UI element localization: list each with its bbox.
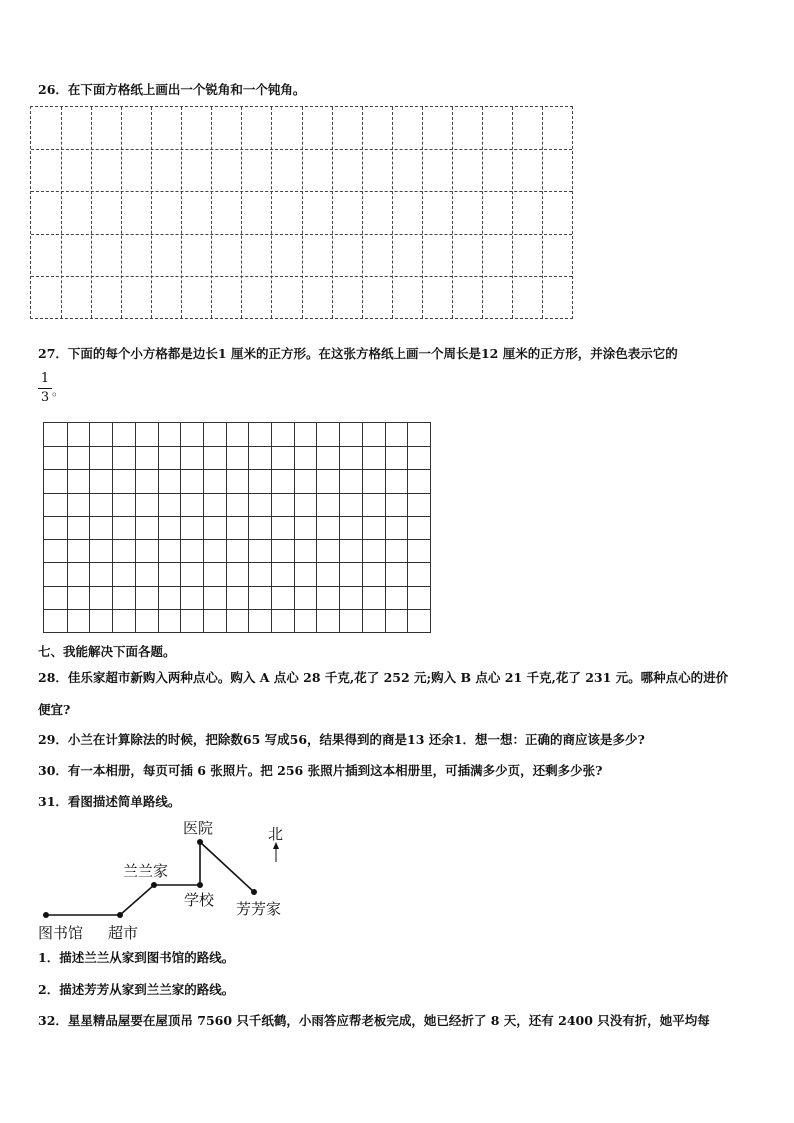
fraction-denominator: 3 (40, 390, 50, 405)
q27-grid-hline (44, 493, 430, 494)
fraction-bar (38, 388, 52, 389)
q26-grid-vline (482, 107, 483, 318)
q27-grid-vline (67, 423, 68, 632)
q26-grid-vline (121, 107, 122, 318)
q29-text: 29．小兰在计算除法的时候，把除数65 写成56，结果得到的商是13 还余1．想一想：正确的商应该是多少? (38, 732, 645, 747)
q26-grid-vline (362, 107, 363, 318)
lanlan-home-point (151, 882, 157, 888)
q26-grid-vline (422, 107, 423, 318)
q27-grid-vline (362, 423, 363, 632)
q26-grid-vline (61, 107, 62, 318)
q26-grid-vline (241, 107, 242, 318)
q27-fraction (38, 372, 52, 405)
q27-grid-vline (316, 423, 317, 632)
q26-grid-hline (31, 234, 572, 235)
q27-grid-hline (44, 469, 430, 470)
q27-grid-vline (89, 423, 90, 632)
q30-text: 30．有一本相册，每页可插 6 张照片。把 256 张照片插到这本相册里，可插满多少页，还剩多少张? (38, 763, 603, 778)
q27-grid-vline (294, 423, 295, 632)
q27-grid-vline (135, 423, 136, 632)
q26-grid-hline (31, 149, 572, 150)
label-hospital: 医院 (183, 819, 214, 837)
q27-grid-hline (44, 539, 430, 540)
q27-grid-hline (44, 446, 430, 447)
q32-text: 32．星星精品屋要在屋顶吊 7560 只千纸鹤，小雨答应帮老板完成，她已经折了 8 天，还有 2400 只没有折，她平均每 (38, 1013, 710, 1028)
q26-grid-vline (151, 107, 152, 318)
label-school: 学校 (184, 891, 215, 909)
q27-grid-vline (248, 423, 249, 632)
q31-sub1: 1．描述兰兰从家到图书馆的路线。 (38, 950, 235, 965)
q27-grid-vline (407, 423, 408, 632)
q26-grid-vline (91, 107, 92, 318)
label-fangfang-home: 芳芳家 (236, 900, 282, 918)
label-lanlan-home: 兰兰家 (123, 862, 169, 880)
hospital-point (197, 839, 203, 845)
school-point (197, 882, 203, 888)
q26-grid-vline (392, 107, 393, 318)
q26-grid-hline (31, 276, 572, 277)
q28-line2: 便宜? (38, 702, 71, 717)
q26-dashed-grid[interactable] (30, 106, 573, 319)
q27-grid-vline (158, 423, 159, 632)
q27-text: 27．下面的每个小方格都是边长1 厘米的正方形。在这张方格纸上画一个周长是12 厘米的正方形，并涂色表示它的 (38, 346, 678, 361)
q28-line1: 28．佳乐家超市新购入两种点心。购入 A 点心 28 千克,花了 252 元;购入 B 点心 21 千克,花了 231 元。哪种点心的进价 (38, 670, 729, 685)
q27-grid-vline (271, 423, 272, 632)
q26-grid-vline (302, 107, 303, 318)
q27-grid-vline (112, 423, 113, 632)
q31-sub2: 2．描述芳芳从家到兰兰家的路线。 (38, 982, 235, 997)
q27-grid-hline (44, 609, 430, 610)
fraction-numerator: 1 (40, 371, 50, 386)
label-library: 图书馆 (38, 924, 84, 942)
q26-grid-vline (211, 107, 212, 318)
q27-grid-hline (44, 562, 430, 563)
library-point (43, 912, 49, 918)
q27-grid-vline (339, 423, 340, 632)
label-supermarket: 超市 (108, 924, 139, 942)
q27-grid-vline (385, 423, 386, 632)
q26-grid-vline (181, 107, 182, 318)
q27-grid-vline (226, 423, 227, 632)
section-title: 七、我能解决下面各题。 (38, 644, 176, 659)
label-north: 北 (268, 825, 284, 843)
q26-grid-vline (332, 107, 333, 318)
q27-grid-vline (203, 423, 204, 632)
q26-text: 26．在下面方格纸上画出一个锐角和一个钝角。 (38, 82, 306, 97)
q27-square-grid[interactable] (43, 422, 431, 633)
q27-grid-hline (44, 586, 430, 587)
q26-grid-vline (452, 107, 453, 318)
q31-text: 31．看图描述简单路线。 (38, 794, 181, 809)
q27-grid-hline (44, 516, 430, 517)
q26-grid-hline (31, 191, 572, 192)
q26-grid-vline (512, 107, 513, 318)
q26-grid-vline (542, 107, 543, 318)
supermarket-point (117, 912, 123, 918)
q26-grid-vline (271, 107, 272, 318)
q27-grid-vline (180, 423, 181, 632)
fangfang-home-point (251, 889, 257, 895)
fraction-suffix: 。 (52, 383, 65, 398)
